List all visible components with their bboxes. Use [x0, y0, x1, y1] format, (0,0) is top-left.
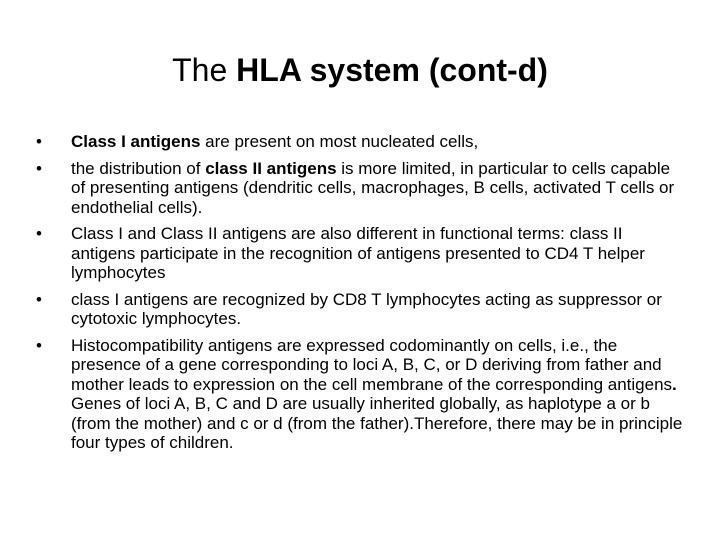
bullet-item-2	[36, 159, 686, 218]
slide-title	[0, 50, 720, 90]
title-plain: The	[172, 52, 237, 88]
bullet-4-text: class I antigens are recognized by CD8 T lymphocytes acting as suppressor or cytotoxic lymphocytes.	[71, 289, 662, 328]
bullet-2-bold: class II antigens	[205, 158, 337, 178]
bullet-item-4	[36, 290, 686, 329]
bullet-1-text: are present on most nucleated cells,	[200, 132, 479, 151]
bullet-2-post: is more limited, in particular to cells capable of presenting antigens (dendritic cells, macrophages, B cells, activated T cells or endothelial cells).	[71, 158, 675, 217]
bullet-3-text: Class I and Class II antigens are also different in functional terms: class II antigens participate in the recognition of antigens presented to CD4 T helper lymphocytes	[71, 224, 645, 282]
bullet-dot-icon: •	[36, 224, 42, 243]
bullet-item-3	[36, 224, 686, 283]
bullet-item-5	[36, 336, 686, 453]
bullet-2-pre: the distribution of	[71, 158, 206, 178]
bullet-dot-icon: •	[36, 289, 42, 309]
bullet-5-bold: .	[672, 374, 677, 394]
bullet-5-pre: Histocompatibility antigens are expressed codominantly on cells, i.e., the presence of a gene corresponding to loci A, B, C, or D deriving from father and mother leads to expression on the cell membrane of the corresponding antigens	[71, 335, 673, 394]
bullet-dot-icon: •	[36, 158, 42, 178]
bullet-dot-icon: •	[36, 335, 42, 355]
bullet-list	[36, 132, 686, 460]
bullet-5-post: Genes of loci A, B, C and D are usually inherited globally, as haplotype a or b (from the mother) and c or d (from the father).Therefore, there may be in principle four types of children.	[71, 394, 683, 452]
title-bold: HLA system (cont-d)	[236, 52, 548, 88]
bullet-dot-icon: •	[36, 132, 42, 151]
bullet-item-1	[36, 132, 686, 152]
bullet-1-bold: Class I antigens	[71, 132, 201, 151]
